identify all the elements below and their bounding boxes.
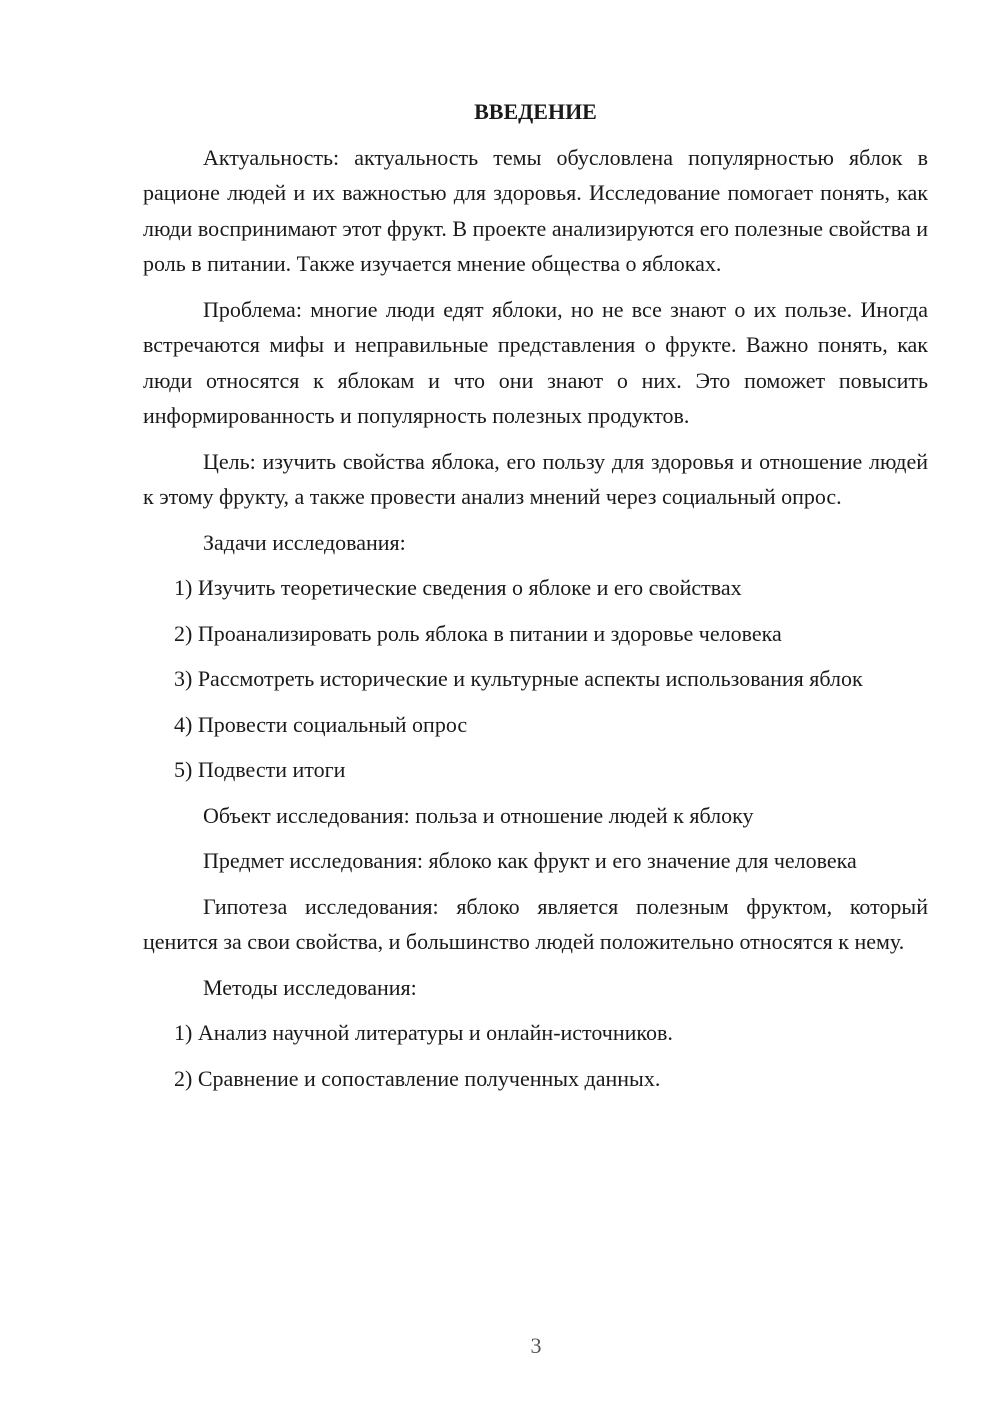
task-item: 4) Провести социальный опрос [174, 711, 468, 737]
methods-heading: Методы исследования: [203, 974, 417, 1000]
document-page [143, 94, 928, 1106]
task-item: 1) Изучить теоретические сведения о яблоке и его свойствах [174, 575, 742, 600]
tasks-heading: Задачи исследования: [203, 529, 406, 555]
subject-paragraph: Предмет исследования: яблоко как фрукт и его значение для человека [203, 848, 857, 873]
page-number: 3 [530, 1333, 542, 1358]
goal-paragraph: Цель: изучить свойства яблока, его пользу для здоровья и отношение людей к этому фрукту, а также провести анализ мнений через социальный опрос. [143, 448, 928, 509]
problem-paragraph: Проблема: многие люди едят яблоки, но не все знают о их пользе. Иногда встречаются мифы и неправильные представления о фрукте. Важно понять, как люди относятся к яблокам и что они знают о них. Это поможет повысить информированность и популярность полезных продуктов. [143, 296, 928, 428]
method-item: 2) Сравнение и сопоставление полученных данных. [174, 1065, 661, 1091]
task-item: 5) Подвести итоги [174, 757, 346, 782]
object-paragraph: Объект исследования: польза и отношение людей к яблоку [203, 802, 754, 828]
section-heading: ВВЕДЕНИЕ [474, 99, 597, 124]
hypothesis-paragraph: Гипотеза исследования: яблоко является полезным фруктом, который ценится за свои свойства, и большинство людей положительно относятся к нему. [143, 893, 928, 954]
task-item: 2) Проанализировать роль яблока в питании и здоровье человека [174, 620, 782, 646]
method-item: 1) Анализ научной литературы и онлайн-источников. [174, 1020, 673, 1045]
relevance-paragraph: Актуальность: актуальность темы обусловлена популярностью яблок в рационе людей и их важностью для здоровья. Исследование помогает понять, как люди воспринимают этот фрукт. В проекте анализируются его полезные свойства и роль в питании. Также изучается мнение общества о яблоках. [143, 144, 928, 276]
task-item: 3) Рассмотреть исторические и культурные аспекты использования яблок [174, 666, 863, 691]
